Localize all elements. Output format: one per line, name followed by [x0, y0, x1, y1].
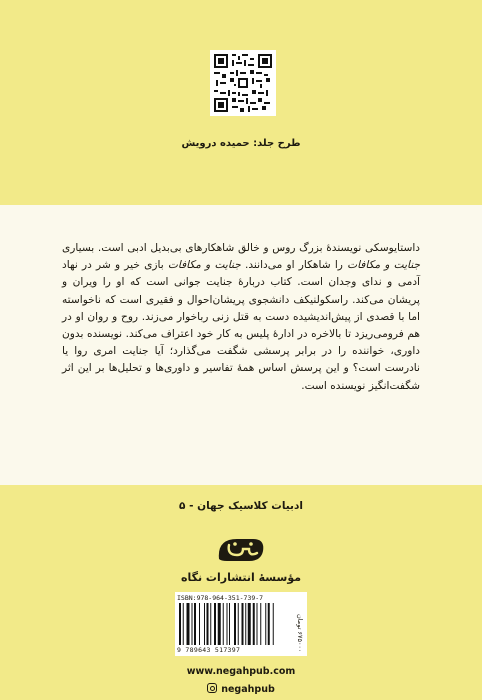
blurb-title-2: جنایت و مکافات	[167, 259, 241, 272]
barcode-icon	[179, 603, 287, 645]
ean-number: 9 789643 517397	[177, 646, 241, 654]
blurb-text-1: داستایوسکی نویسندهٔ بزرگ روس و خالق شاهکارهای بی‌بدیل ادبی است. بسیاری	[62, 242, 420, 254]
series-text: ادبیات کلاسیک جهان - ۵	[179, 500, 303, 512]
blurb-text-2: را شاهکار او می‌دانند.	[240, 259, 348, 272]
blurb-text-3: بازی خیر و شر در نهاد آدمی و ندای وجدان است. کتاب دربارهٔ جنایت جوانی است که او را ویران و پریشان می‌کند. راسکولنیکف دانشجوی پریشان‌احوال و فقیری است که ناخواسته اما با قصدی از پیش‌اندیشیده دست به قتل زنی رباخوار می‌زند. روح و روان او در هم فرومی‌ریزد تا بالاخره در ادارهٔ پلیس به کار خود اعتراف می‌کند. نویسنده بدون داوری، خواننده را در برابر پرسشی شگفت می‌گذارد؛ آیا جنایت امری روا یا نادرست است؟ و این پرسش اساس همهٔ تفاسیر و داوری‌ها و تحلیل‌ها بر این اثر شگفت‌انگیز نویسنده است.	[62, 259, 420, 392]
qr-code[interactable]	[210, 50, 276, 116]
price-text: ۶۷۵۰۰۰ تومان	[296, 613, 304, 652]
back-cover-blurb	[62, 240, 420, 395]
cover-design-credit: طرح جلد: حمیده درویش	[181, 138, 301, 149]
instagram-icon	[207, 683, 217, 693]
barcode-box	[175, 592, 307, 656]
instagram-handle[interactable]	[0, 683, 482, 695]
blurb-paragraph	[62, 240, 420, 395]
instagram-handle-text: negahpub	[221, 684, 275, 695]
qr-code-graphic	[212, 52, 274, 114]
isbn-text: ISBN:978-964-351-739-7	[177, 594, 264, 602]
series-label	[0, 500, 482, 512]
publisher-logo-icon	[213, 533, 269, 567]
blurb-title-1: جنایت و مکافات	[347, 259, 420, 272]
publisher-name: مؤسسهٔ انتشارات نگاه	[180, 571, 302, 584]
website-link[interactable]: www.negahpub.com	[186, 666, 296, 677]
